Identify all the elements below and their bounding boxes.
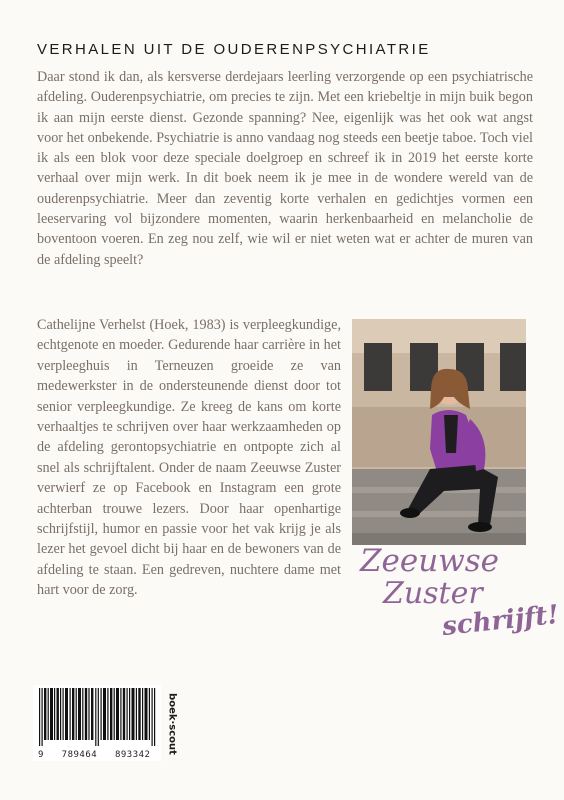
publisher-name: boek·scout — [166, 693, 178, 755]
brand-line-1: Zeeuwse — [360, 543, 499, 579]
author-bio: Cathelijne Verhelst (Hoek, 1983) is verpleegkundige, echtgenote en moeder. Gedurende haar carrière in het verpleeghuis in Terneuzen groeide ze van medewerkster in de ondersteunende dienst door tot senior verpleegkundige. Ze kreeg de kans om korte verhaaltjes te schrijven over haar werkzaamheden op de afdeling gerontopsychiatrie en ontpopte zich al snel als schrijftalent. Onder de naam Zeeuwse Zuster verwierf ze op Facebook en Instagram een grote achterban trouwe lezers. Door haar openhartige schrijfstijl, humor en passie voor het vak krijg je als lezer het gevoel dicht bij haar en de bewoners van de afdeling te staan. Een gedreven, nuchtere dame met hart voor de zorg. — [37, 317, 341, 599]
brand-line-2: Zuster — [383, 576, 483, 611]
barcode-number: 9 789464 893342 — [38, 750, 151, 760]
barcode — [39, 688, 157, 746]
book-title: VERHALEN UIT DE OUDERENPSYCHIATRIE — [37, 41, 431, 58]
intro-paragraph: Daar stond ik dan, als kersverse derdejaars leerling verzorgende op een psychiatrische afdeling. Ouderenpsychiatrie, om precies te zijn. Met een kriebeltje in mijn buik begon ik aan mijn eerste dienst. Gezonde spanning? Nee, eigenlijk was het ook wat angst voor het onbekende. Psychiatrie is anno vandaag nog steeds een beetje taboe. Toch viel ik als een blok voor deze speciale doelgroep en schreef ik in 2019 het eerste korte verhaal over mijn werk. In dit boek neem ik je mee in de wondere wereld van de ouderenpsychiatrie. Meer dan zeventig korte verhalen en gedichtjes vormen een leeservaring vol bijzondere momenten, waarin herkenbaarheid en melancholie de boventoon voeren. En zeg nou zelf, wie wil er niet weten wat er achter de muren van de afdeling speelt? — [37, 69, 533, 268]
brand-line-3: schrijft! — [440, 599, 561, 643]
author-photo — [352, 319, 526, 545]
publisher-logo — [165, 684, 179, 764]
